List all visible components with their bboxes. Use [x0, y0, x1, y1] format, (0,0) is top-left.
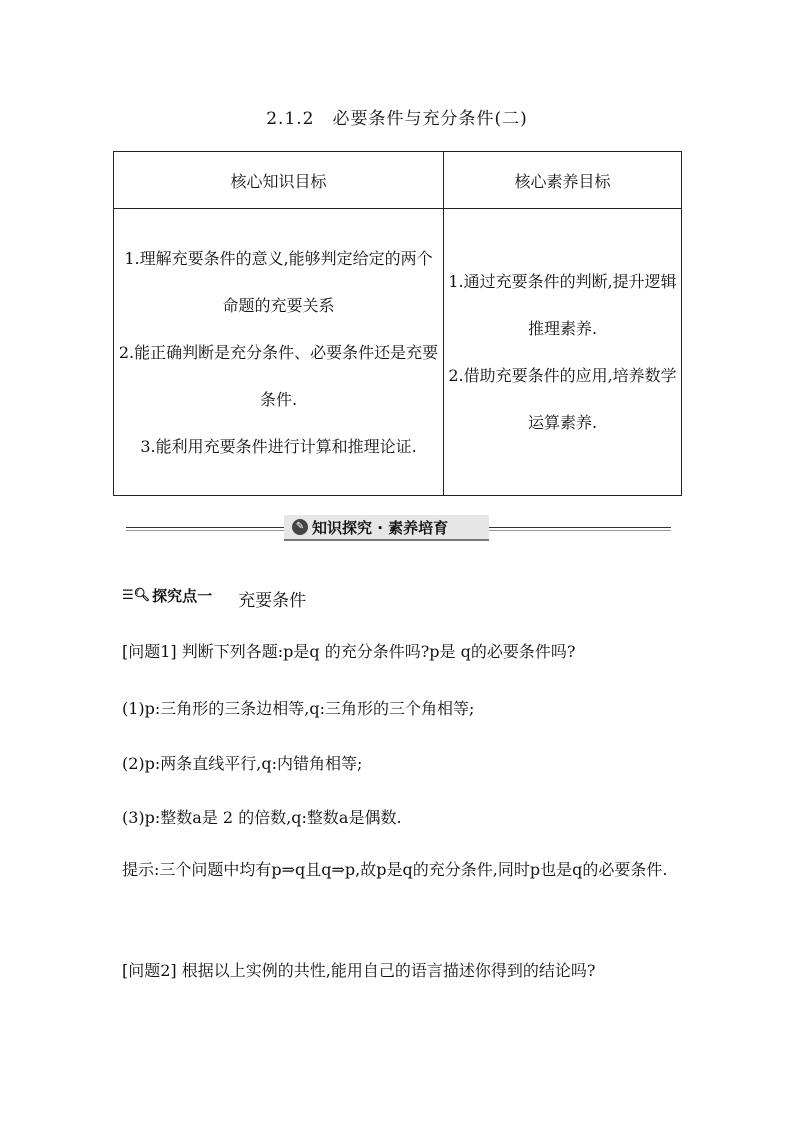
literacy-item: 1.通过充要条件的判断,提升逻辑推理素养.: [448, 272, 677, 338]
section-title: 2.1.2 必要条件与充分条件(二): [266, 109, 528, 129]
knowledge-item: 1.理解充要条件的意义,能够判定给定的两个命题的充要关系: [124, 248, 433, 315]
pencil-icon: ✎: [292, 519, 308, 535]
hint-paragraph: 提示:三个问题中均有p⇒q且q⇒p,故p是q的充分条件,同时p也是q的必要条件.: [122, 860, 668, 879]
explore-label: 探究点一: [152, 586, 213, 605]
knowledge-item: 3.能利用充要条件进行计算和推理论证.: [140, 436, 417, 456]
literacy-item: 2.借助充要条件的应用,培养数学运算素养.: [448, 366, 677, 432]
header-literacy-goals: 核心素养目标: [444, 152, 682, 209]
question-1: [问题1] 判断下列各题:p是q 的充分条件吗?p是 q的必要条件吗?: [122, 642, 576, 661]
question-item-3: (3)p:整数a是 2 的倍数,q:整数a是偶数.: [122, 808, 402, 827]
knowledge-item: 2.能正确判断是充分条件、必要条件还是充要条件.: [118, 342, 439, 409]
literacy-goals-cell: [444, 209, 682, 496]
question-item-2: (2)p:两条直线平行,q:内错角相等;: [122, 754, 363, 773]
explore-title: 充要条件: [238, 590, 307, 611]
magnifier-icon: ☰🔍︎: [122, 587, 151, 603]
explore-heading: [122, 582, 307, 611]
banner-label-box: [284, 515, 489, 541]
banner-text: 知识探究 · 素养培育: [312, 518, 449, 537]
question-item-1: (1)p:三角形的三条边相等,q:三角形的三个角相等;: [122, 699, 475, 718]
section-banner: [126, 515, 671, 541]
question-2: [问题2] 根据以上实例的共性,能用自己的语言描述你得到的结论吗?: [122, 961, 596, 980]
knowledge-goals-cell: [114, 209, 444, 496]
header-knowledge-goals: 核心知识目标: [114, 152, 444, 209]
goals-table: [113, 151, 682, 496]
